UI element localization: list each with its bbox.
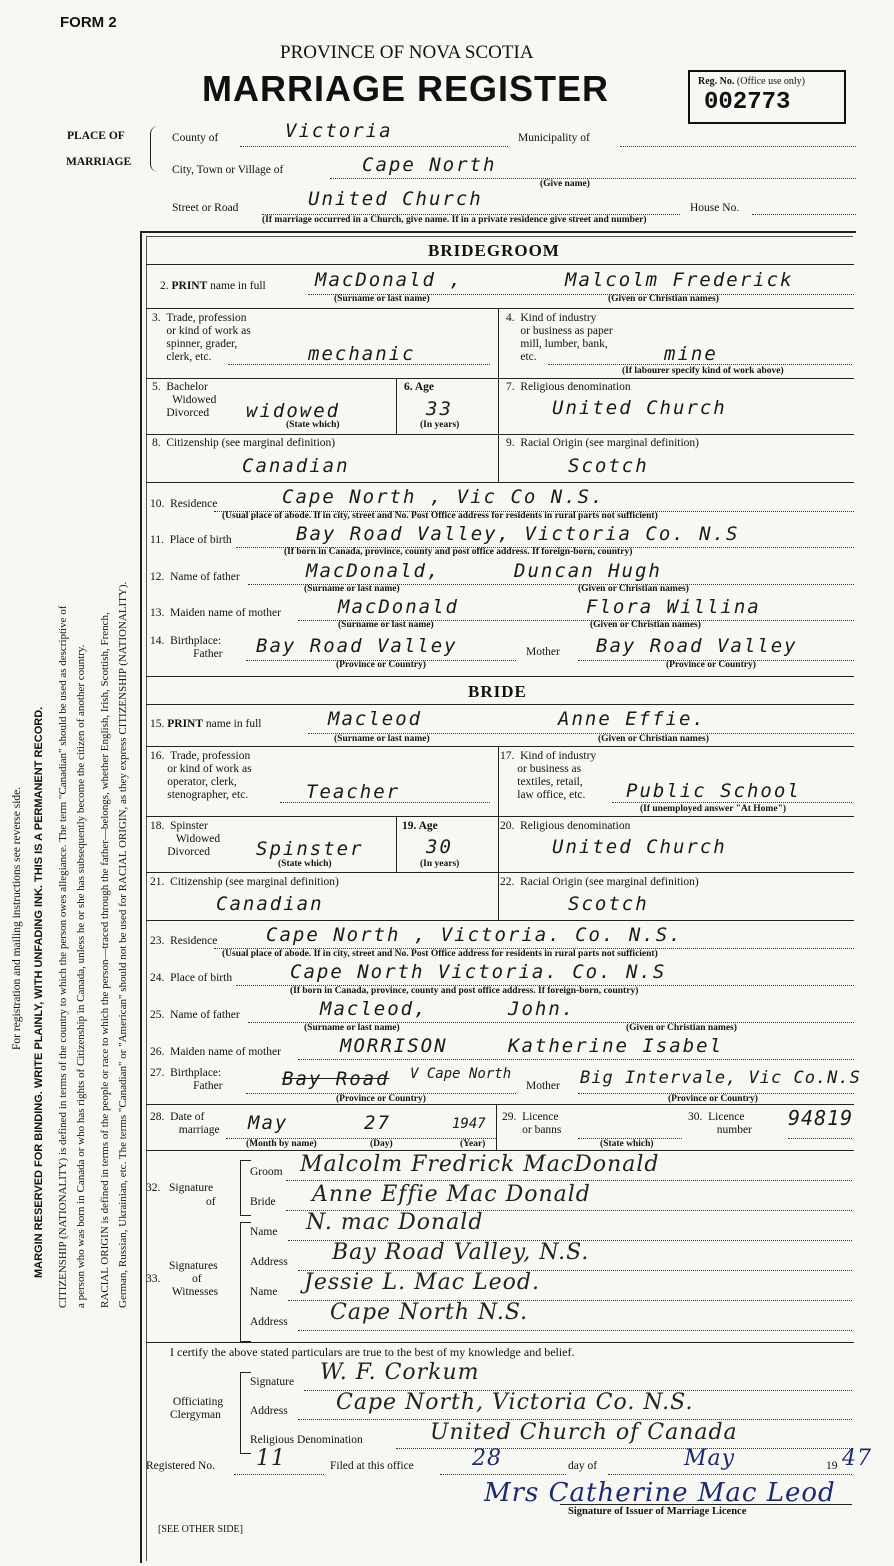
place-brace xyxy=(150,126,161,172)
marriage-year: 1947 xyxy=(452,1116,486,1132)
place-label-2: MARRIAGE xyxy=(66,156,132,168)
margin-line-4: a person who was born in Canada or who has rights of Citizenship in Canada, unless he or she has subsequently become the citizen of another country. xyxy=(75,644,87,1308)
groom-citizenship: Canadian xyxy=(242,455,350,477)
bride-citizenship: Canadian xyxy=(216,893,324,915)
place-label-1: PLACE OF xyxy=(67,130,125,142)
trade-label: Trade, profession xyxy=(166,312,247,324)
marriage-month: May xyxy=(248,1112,289,1134)
bride-given: Anne Effie. xyxy=(558,708,706,730)
given-note: (Given or Christian names) xyxy=(608,294,719,304)
bride-mother-birthplace: Big Intervale, Vic Co.N.S xyxy=(580,1068,861,1088)
city-label: City, Town or Village of xyxy=(172,164,284,176)
witness2-address: Cape North N.S. xyxy=(330,1300,529,1325)
groom-father-given: Duncan Hugh xyxy=(514,560,662,582)
bride-racial: Scotch xyxy=(568,893,649,915)
margin-line-6: German, Russian, Ukrainian, etc. The terms "Canadian" or "American" should not be used for RACIAL ORIGIN, as they express CITIZENSHIP (NATIONALITY). xyxy=(117,581,129,1308)
page-title: MARRIAGE REGISTER xyxy=(202,68,610,109)
bride-age: 30 xyxy=(426,836,453,858)
groom-residence: Cape North , Vic Co N.S. xyxy=(282,486,605,508)
bride-father-given: John. xyxy=(508,998,576,1020)
county-label: County of xyxy=(172,132,219,144)
groom-birthplace: Bay Road Valley, Victoria Co. N.S xyxy=(296,523,740,545)
bride-mother-given: Katherine Isabel xyxy=(508,1035,724,1057)
bride-birthplace: Cape North Victoria. Co. N.S xyxy=(290,961,667,983)
margin-line-3: CITIZENSHIP (NATIONALITY) is defined in terms of the country to which the person owes allegiance. The term "Canadian" should be used as descriptive of xyxy=(57,605,69,1308)
municipality-label: Municipality of xyxy=(518,132,590,144)
bride-residence: Cape North , Victoria. Co. N.S. xyxy=(266,924,683,946)
licence-number: 94819 xyxy=(788,1106,854,1130)
witness1-address: Bay Road Valley, N.S. xyxy=(332,1240,590,1265)
filed-year: 47 xyxy=(842,1446,872,1471)
bride-mother-surname: MORRISON xyxy=(340,1035,448,1057)
groom-age: 33 xyxy=(426,398,453,420)
groom-given: Malcolm Frederick xyxy=(565,269,794,291)
bride-heading: BRIDE xyxy=(468,682,527,701)
marriage-day: 27 xyxy=(364,1112,391,1134)
reg-label: Reg. No. xyxy=(698,76,735,87)
give-name-note: (Give name) xyxy=(540,179,590,189)
bride-father-birthplace-struck: Bay Road xyxy=(282,1068,390,1090)
house-label: House No. xyxy=(690,202,740,214)
county-value: Victoria xyxy=(285,120,393,142)
certify-statement: I certify the above stated particulars are true to the best of my knowledge and belief. xyxy=(170,1345,575,1359)
street-note: (If marriage occurred in a Church, give name. If in a private residence give street and number) xyxy=(262,215,647,225)
groom-signature: Malcolm Fredrick MacDonald xyxy=(300,1152,660,1177)
groom-religion: United Church xyxy=(552,397,727,419)
groom-mother-birthplace: Bay Road Valley xyxy=(596,635,798,657)
margin-line-5: RACIAL ORIGIN is defined in terms of the people or race to which the person—traced through the father—belongs, whether English, Irish, Scottish, French, xyxy=(99,612,111,1308)
groom-mother-surname: MacDonald xyxy=(338,596,459,618)
issuer-signature: Mrs Catherine Mac Leod xyxy=(484,1478,836,1508)
margin-line-2: MARGIN RESERVED FOR BINDING. WRITE PLAINLY, WITH UNFADING INK. THIS IS A PERMANENT RECORD. xyxy=(33,706,45,1278)
print-label: PRINT xyxy=(171,280,208,292)
bride-father-surname: Macleod, xyxy=(320,998,428,1020)
reg-number: 002773 xyxy=(704,89,791,116)
margin-line-1: For registration and mailing instructions see reverse side. xyxy=(11,786,23,1050)
issuer-label: Signature of Issuer of Marriage Licence xyxy=(568,1506,747,1517)
province-heading: PROVINCE OF NOVA SCOTIA xyxy=(280,42,534,63)
reg-number-box xyxy=(688,70,846,124)
clergy-address: Cape North, Victoria Co. N.S. xyxy=(336,1390,694,1415)
bride-industry: Public School xyxy=(626,780,801,802)
form-number: FORM 2 xyxy=(60,14,117,31)
city-value: Cape North xyxy=(362,154,497,176)
groom-industry: mine xyxy=(664,343,718,365)
witness2-name: Jessie L. Mac Leod. xyxy=(304,1270,540,1295)
bride-father-birthplace: V Cape North xyxy=(410,1066,512,1082)
name-label: name in full xyxy=(207,280,266,292)
filed-day: 28 xyxy=(472,1446,502,1471)
groom-status: widowed xyxy=(246,400,341,422)
bride-surname: Macleod xyxy=(328,708,423,730)
groom-mother-given: Flora Willina xyxy=(586,596,761,618)
bride-trade: Teacher xyxy=(306,781,401,803)
groom-trade: mechanic xyxy=(308,343,416,365)
surname-note: (Surname or last name) xyxy=(334,294,430,304)
clergy-signature: W. F. Corkum xyxy=(320,1360,480,1385)
groom-father-surname: MacDonald, xyxy=(306,560,441,582)
groom-surname: MacDonald , xyxy=(315,269,463,291)
registered-number: 11 xyxy=(256,1446,286,1471)
filed-month: May xyxy=(684,1446,736,1471)
groom-father-birthplace: Bay Road Valley xyxy=(256,635,458,657)
bridegroom-heading: BRIDEGROOM xyxy=(428,241,560,260)
witness1-name: N. mac Donald xyxy=(306,1210,484,1235)
bride-signature: Anne Effie Mac Donald xyxy=(312,1182,591,1207)
see-other-side: [SEE OTHER SIDE] xyxy=(158,1524,243,1535)
street-value: United Church xyxy=(308,188,483,210)
groom-racial: Scotch xyxy=(568,455,649,477)
bride-status: Spinster xyxy=(256,838,364,860)
bride-religion: United Church xyxy=(552,836,727,858)
clergy-denomination: United Church of Canada xyxy=(430,1420,738,1445)
reg-office-note: (Office use only) xyxy=(736,76,806,87)
street-label: Street or Road xyxy=(172,202,239,214)
